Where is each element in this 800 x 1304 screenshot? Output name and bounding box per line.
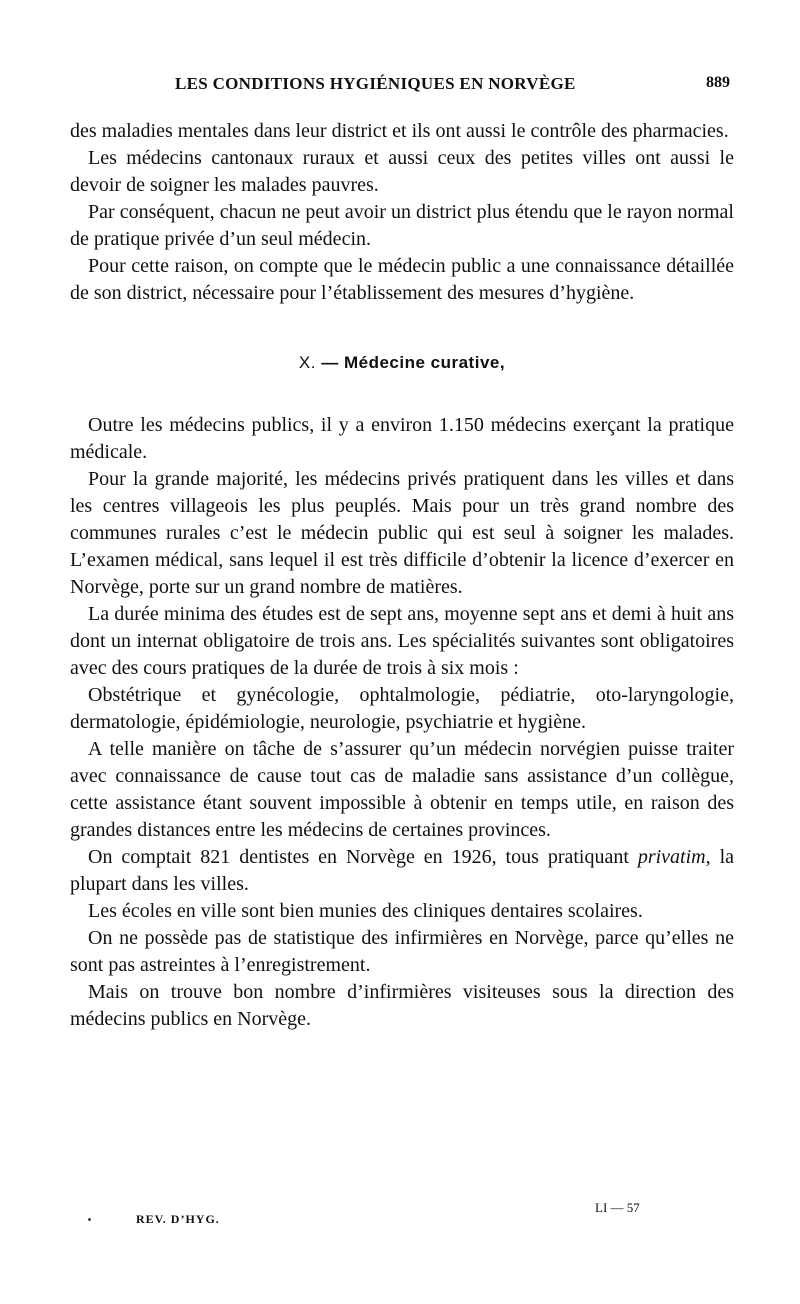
paragraph: des maladies mentales dans leur district et ils ont aussi le contrôle des pharmacies. [70, 120, 729, 142]
paragraph: Pour la grande majorité, les médecins privés pratiquent dans les villes et dans les centres villageois les plus peuplés. Mais pour un très grand nombre des communes rurales c’est le médecin public qui est seul à soigner les malades. L’examen médical, sans lequel il est très difficile d’obtenir la licence d’exercer en Norvège, porte sur un grand nombre de matières. [70, 468, 734, 598]
footer-dot [88, 1218, 91, 1221]
paragraph: Pour cette raison, on compte que le médecin public a une connaissance détaillée de son district, nécessaire pour l’établissement des mesures d’hygiène. [70, 255, 734, 304]
section-dash: — [321, 353, 339, 372]
paragraph: On ne possède pas de statistique des infirmières en Norvège, parce qu’elles ne sont pas astreintes à l’enregistrement. [70, 927, 734, 976]
running-title: LES CONDITIONS HYGIÉNIQUES EN NORVÈGE [175, 74, 576, 93]
section-heading [70, 349, 734, 376]
running-header [70, 74, 730, 98]
paragraph: On comptait 821 dentistes en Norvège en 1926, tous pratiquant privatim, la plupart dans les villes. [70, 846, 734, 895]
paragraph: La durée minima des études est de sept ans, moyenne sept ans et demi à huit ans dont un internat obligatoire de trois ans. Les spécialités suivantes sont obligatoires avec des cours pratiques de la durée de trois à six mois : [70, 603, 734, 679]
page-number: 889 [706, 74, 730, 91]
paragraph: Mais on trouve bon nombre d’infirmières visiteuses sous la direction des médecins publics en Norvège. [70, 981, 734, 1030]
printer-signature: LI — 57 [595, 1200, 640, 1215]
paragraph: A telle manière on tâche de s’assurer qu’un médecin norvégien puisse traiter avec connaissance de cause tout cas de maladie sans assistance d’un collègue, cette assistance étant souvent impossible à obtenir en temps utile, en raison des grandes distances entre les médecins de certaines provinces. [70, 738, 734, 841]
paragraph: Les écoles en ville sont bien munies des cliniques dentaires scolaires. [88, 900, 643, 922]
body-text [70, 118, 734, 1033]
section-number: X. [298, 353, 316, 372]
journal-abbreviation: REV. D’HYG. [136, 1212, 220, 1226]
paragraph: Par conséquent, chacun ne peut avoir un district plus étendu que le rayon normal de pratique privée d’un seul médecin. [70, 201, 734, 250]
page-footer [70, 1198, 734, 1228]
paragraph: Les médecins cantonaux ruraux et aussi ceux des petites villes ont aussi le devoir de soigner les malades pauvres. [70, 147, 734, 196]
paragraph: Outre les médecins publics, il y a environ 1.150 médecins exerçant la pratique médicale. [70, 414, 734, 463]
paragraph: Obstétrique et gynécologie, ophtalmologie, pédiatrie, oto-laryngologie, dermatologie, épidémiologie, neurologie, psychiatrie et hygiène. [70, 684, 734, 733]
section-title: Médecine curative, [343, 353, 506, 372]
